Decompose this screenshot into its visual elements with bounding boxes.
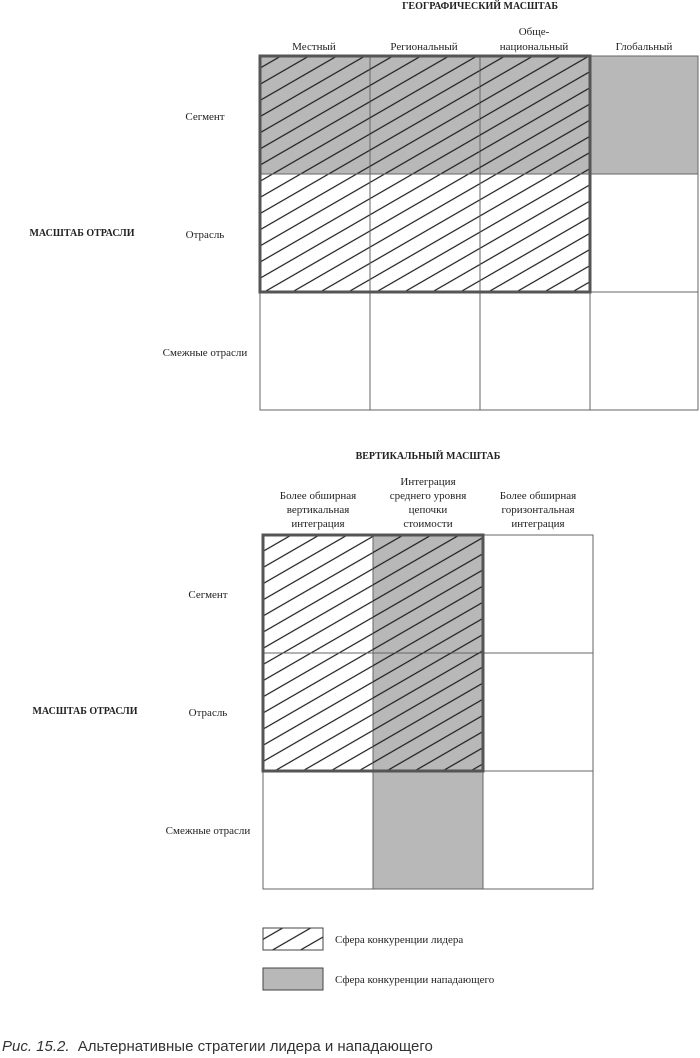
bottom-column-header-horizontal-line1: Более обширная	[499, 490, 577, 502]
bottom-column-header-mid-line3: цепочки	[408, 504, 448, 516]
bottom-row-label-related: Смежные отрасли	[165, 825, 251, 837]
top-column-header-global: Глобальный	[615, 41, 673, 53]
bottom-cell-segment-vertical	[263, 535, 373, 653]
bottom-cell-related-horizontal	[483, 771, 593, 889]
top-cell-related-local	[260, 292, 370, 410]
legend-attacker-label: Сфера конкуренции нападающего	[335, 974, 495, 986]
bottom-cell-industry-vertical	[263, 653, 373, 771]
bottom-column-header-mid-line1: Интеграция	[400, 476, 456, 488]
top-column-header-national-line1: Обще-	[518, 26, 550, 38]
figure-caption	[2, 1038, 433, 1055]
bottom-column-header-mid-line4: стоимости	[403, 518, 453, 530]
top-column-header-regional: Региональный	[390, 41, 458, 53]
top-row-label-segment: Сегмент	[185, 111, 225, 123]
top-column-header-national-line2: национальный	[499, 41, 569, 53]
bottom-column-header-horizontal-line3: интеграция	[511, 518, 565, 530]
legend-leader-label: Сфера конкуренции лидера	[335, 934, 464, 946]
bottom-column-header-horizontal-line2: горизонтальная	[501, 504, 575, 516]
top-row-label-related: Смежные отрасли	[162, 347, 248, 359]
bottom-cell-related-vertical	[263, 771, 373, 889]
bottom-cell-industry-horizontal	[483, 653, 593, 771]
bottom-row-label-industry: Отрасль	[188, 707, 228, 719]
figure-caption-label: Рис. 15.2.	[2, 1038, 70, 1055]
top-cell-industry-regional	[370, 174, 480, 292]
bottom-row-axis-label: МАСШТАБ ОТРАСЛИ	[32, 706, 138, 717]
bottom-diagram	[32, 450, 593, 889]
top-column-header-local: Местный	[292, 41, 336, 53]
bottom-diagram-title: ВЕРТИКАЛЬНЫЙ МАСШТАБ	[355, 451, 501, 462]
figure-caption-text: Альтернативные стратегии лидера и нападающего	[77, 1038, 433, 1055]
top-cell-related-global	[590, 292, 698, 410]
top-cell-segment-national-hatch	[480, 56, 590, 174]
top-cell-industry-national	[480, 174, 590, 292]
bottom-cell-related-mid	[373, 771, 483, 889]
bottom-column-header-vertical-line2: вертикальная	[286, 504, 350, 516]
top-row-axis-label: МАСШТАБ ОТРАСЛИ	[29, 228, 135, 239]
top-cell-segment-local-hatch	[260, 56, 370, 174]
top-cell-segment-global	[590, 56, 698, 174]
bottom-row-label-segment: Сегмент	[188, 589, 228, 601]
legend	[263, 928, 495, 990]
top-row-label-industry: Отрасль	[185, 229, 225, 241]
top-diagram	[29, 0, 698, 410]
bottom-column-header-vertical-line3: интеграция	[291, 518, 345, 530]
bottom-cell-segment-mid-hatch	[373, 535, 483, 653]
bottom-column-header-mid-line2: среднего уровня	[389, 490, 467, 502]
top-cell-segment-regional-hatch	[370, 56, 480, 174]
top-diagram-title: ГЕОГРАФИЧЕСКИЙ МАСШТАБ	[402, 1, 558, 12]
legend-leader-swatch	[263, 928, 323, 950]
bottom-cell-industry-mid-hatch	[373, 653, 483, 771]
top-cell-related-regional	[370, 292, 480, 410]
top-cell-related-national	[480, 292, 590, 410]
top-cell-industry-local	[260, 174, 370, 292]
top-cell-industry-global	[590, 174, 698, 292]
legend-attacker-swatch	[263, 968, 323, 990]
bottom-column-header-vertical-line1: Более обширная	[279, 490, 357, 502]
bottom-cell-segment-horizontal	[483, 535, 593, 653]
